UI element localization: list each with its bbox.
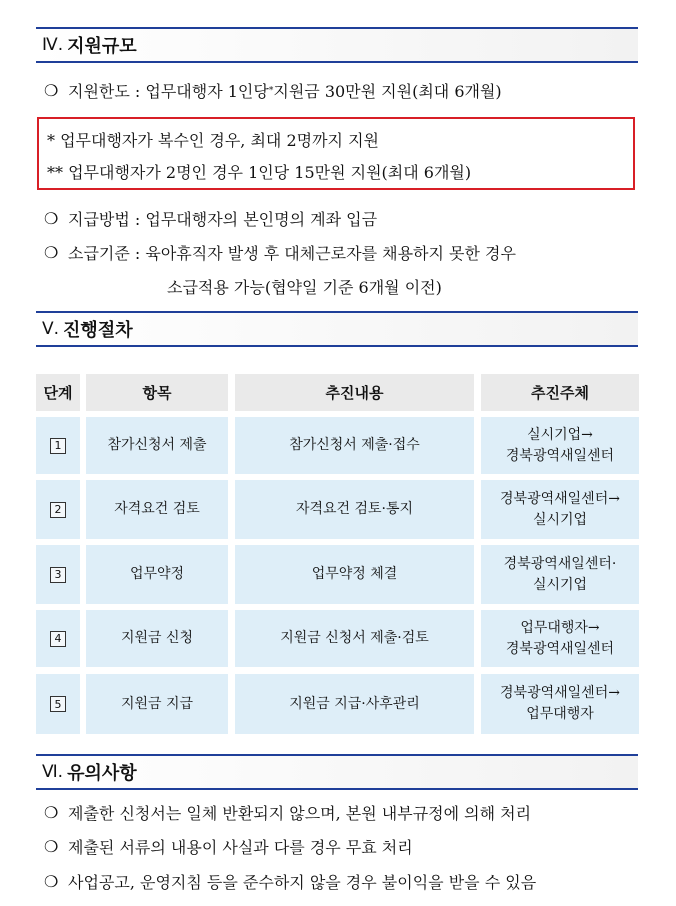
circle-bullet-icon: ❍ [44,837,59,856]
notice-line-1 [44,801,531,824]
section-6-heading [36,754,638,790]
row-3-item: 업무약정 [86,545,228,604]
note-line-2: ** 업무대행자가 2명인 경우 1인당 15만원 지원(최대 6개월) [47,163,472,182]
row-4-owner: 업무대행자→ 경북광역새일센터 [481,610,639,667]
circle-bullet-icon: ❍ [44,81,59,100]
step-number-box: 1 [50,438,66,454]
section-4-heading [36,27,638,63]
retroactive-line [44,241,516,264]
header-item: 항목 [86,374,228,411]
row-2-step-cell [36,480,80,539]
notice-text-2: 제출된 서류의 내용이 사실과 다를 경우 무효 처리 [68,838,413,857]
row-4-item: 지원금 신청 [86,610,228,667]
row-1-item: 참가신청서 제출 [86,417,228,474]
support-limit-line [44,79,502,102]
section-4-title: 지원규모 [67,36,137,57]
support-limit-sup: * [268,85,274,96]
row-5-content: 지원금 지급·사후관리 [235,674,474,734]
row-1-step-cell [36,417,80,474]
step-number-box: 3 [50,567,66,583]
row-2-owner: 경북광역새일센터→ 실시기업 [481,480,639,539]
section-5-number: Ⅴ. [42,319,60,339]
row-4-content: 지원금 신청서 제출·검토 [235,610,474,667]
note-box [37,117,635,190]
section-5-heading [36,311,638,347]
circle-bullet-icon: ❍ [44,803,59,822]
step-number-box: 5 [50,696,66,712]
retroactive-text: 소급기준 : 육아휴직자 발생 후 대체근로자를 채용하지 못한 경우 [68,244,516,263]
section-6-title: 유의사항 [67,763,137,784]
row-4-step-cell [36,610,80,667]
header-step: 단계 [36,374,80,411]
step-number-box: 4 [50,631,66,647]
notice-text-1: 제출한 신청서는 일체 반환되지 않으며, 본원 내부규정에 의해 처리 [68,804,532,823]
support-limit-text: 지원한도 : 업무대행자 1인당 [68,82,269,101]
row-3-owner: 경북광역새일센터· 실시기업 [481,545,639,604]
row-3-content: 업무약정 체결 [235,545,474,604]
retroactive-continuation: 소급적용 가능(협약일 기준 6개월 이전) [167,278,442,297]
notice-line-2 [44,835,413,858]
notice-line-3 [44,870,536,893]
section-5-title: 진행절차 [63,320,133,341]
support-limit-text2: 지원금 30만원 지원(최대 6개월) [273,82,502,101]
circle-bullet-icon: ❍ [44,243,59,262]
header-owner: 추진주체 [481,374,639,411]
row-5-item: 지원금 지급 [86,674,228,734]
row-2-content: 자격요건 검토·통지 [235,480,474,539]
payment-method-text: 지급방법 : 업무대행자의 본인명의 계좌 입금 [68,210,378,229]
row-1-owner: 실시기업→ 경북광역새일센터 [481,417,639,474]
notice-text-3: 사업공고, 운영지침 등을 준수하지 않을 경우 불이익을 받을 수 있음 [68,873,537,892]
circle-bullet-icon: ❍ [44,872,59,891]
row-2-item: 자격요건 검토 [86,480,228,539]
row-3-step-cell [36,545,80,604]
row-5-step-cell [36,674,80,734]
header-content: 추진내용 [235,374,474,411]
section-4-number: Ⅳ. [42,35,64,55]
step-number-box: 2 [50,502,66,518]
section-6-number: Ⅵ. [42,762,64,782]
circle-bullet-icon: ❍ [44,209,59,228]
payment-method-line [44,207,377,230]
row-1-content: 참가신청서 제출·접수 [235,417,474,474]
row-5-owner: 경북광역새일센터→ 업무대행자 [481,674,639,734]
note-line-1: * 업무대행자가 복수인 경우, 최대 2명까지 지원 [47,131,379,150]
